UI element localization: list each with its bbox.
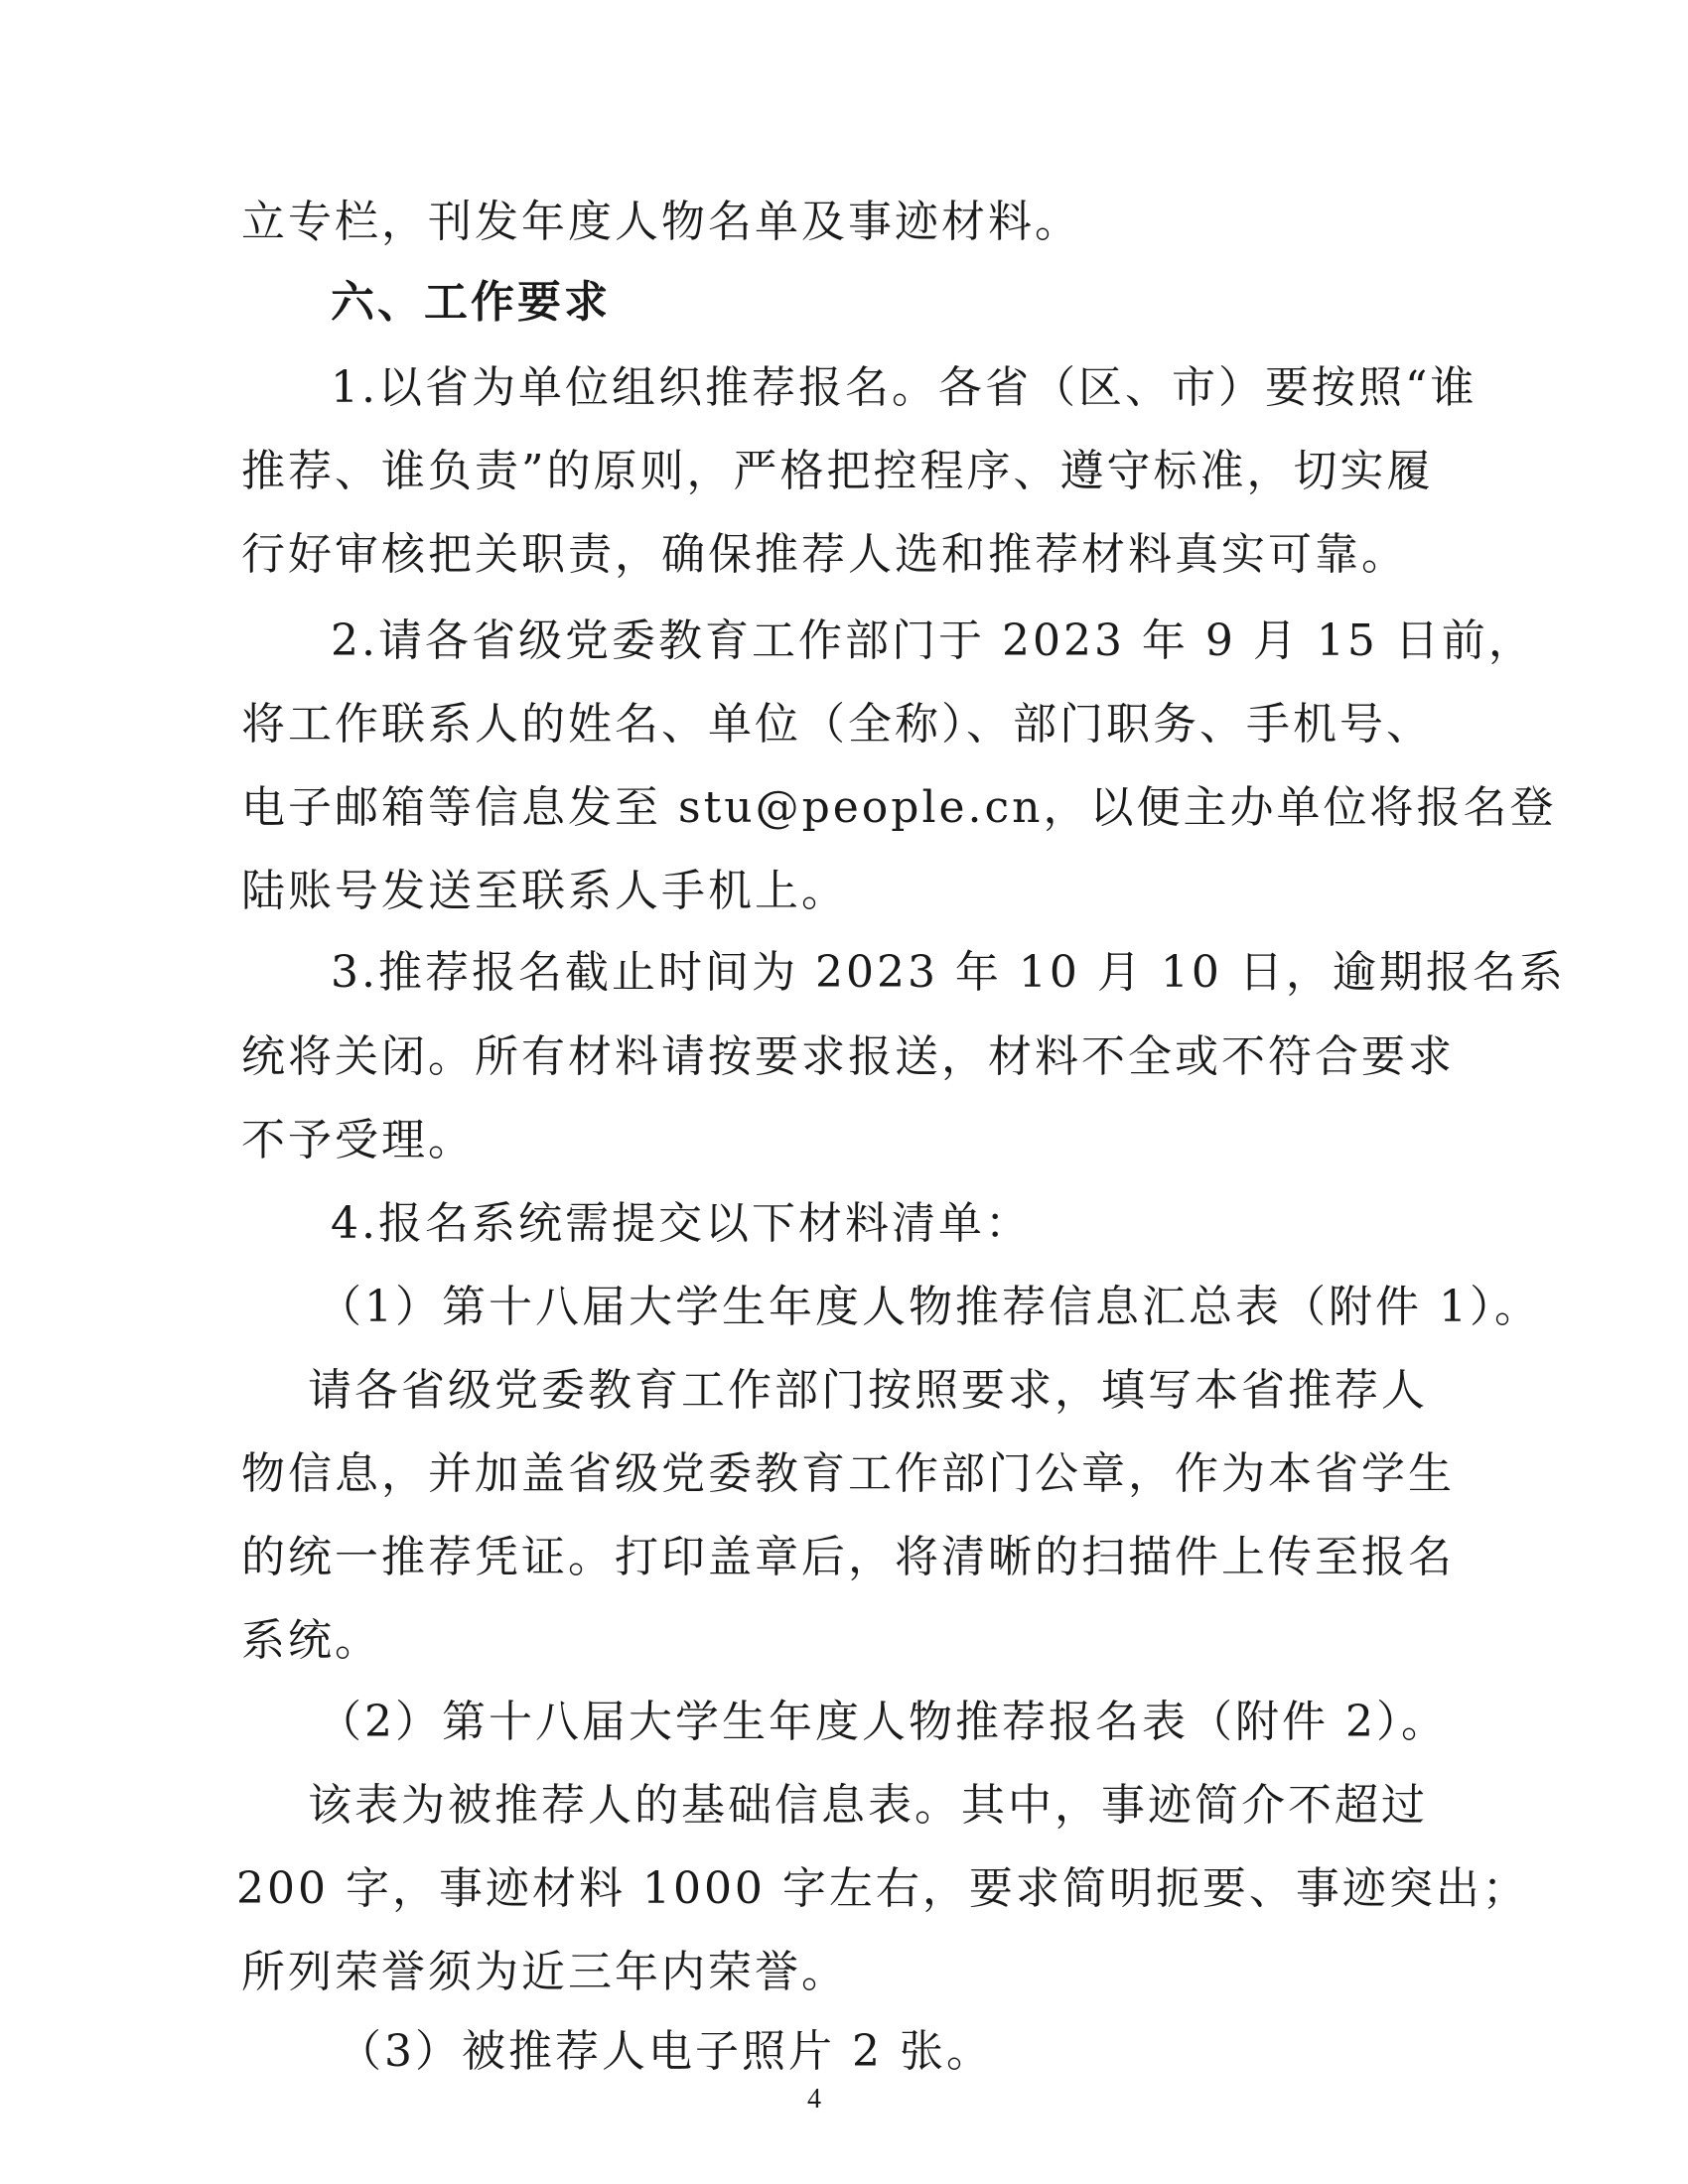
paragraph-line: （2）第十八届大学生年度人物推荐报名表（附件 2）。 <box>318 1697 1448 1747</box>
paragraph-line: 推荐、谁负责”的原则，严格把控程序、遵守标准，切实履 <box>241 446 1434 496</box>
paragraph-line: 4.报名系统需提交以下材料清单： <box>331 1198 1032 1249</box>
paragraph-line: 系统。 <box>241 1615 381 1666</box>
paragraph-line: 该表为被推荐人的基础信息表。其中，事迹简介不超过 <box>308 1780 1428 1831</box>
paragraph-line: 的统一推荐凭证。打印盖章后，将清晰的扫描件上传至报名 <box>241 1532 1455 1582</box>
paragraph-line: （1）第十八届大学生年度人物推荐信息汇总表（附件 1）。 <box>318 1282 1541 1332</box>
paragraph-line: 2.请各省级党委教育工作部门于 2023 年 9 月 15 日前， <box>331 615 1535 666</box>
paragraph-line: 统将关闭。所有材料请按要求报送，材料不全或不符合要求 <box>241 1031 1455 1082</box>
page-number: 4 <box>807 2084 821 2115</box>
paragraph-line: 陆账号发送至联系人手机上。 <box>241 866 848 916</box>
paragraph-line: 行好审核把关职责，确保推荐人选和推荐材料真实可靠。 <box>241 529 1408 580</box>
section-heading: 六、工作要求 <box>331 277 611 328</box>
paragraph-line: 1.以省为单位组织推荐报名。各省（区、市）要按照“谁 <box>331 362 1477 413</box>
paragraph-line: （3）被推荐人电子照片 2 张。 <box>338 2026 993 2077</box>
paragraph-line: 不予受理。 <box>241 1115 475 1165</box>
paragraph-line: 请各省级党委教育工作部门按照要求，填写本省推荐人 <box>308 1365 1428 1416</box>
paragraph-line: 电子邮箱等信息发至 stu@people.cn，以便主办单位将报名登 <box>241 782 1557 833</box>
paragraph-line: 物信息，并加盖省级党委教育工作部门公章，作为本省学生 <box>241 1448 1455 1499</box>
paragraph-line: 将工作联系人的姓名、单位（全称）、部门职务、手机号、 <box>241 699 1433 750</box>
paragraph-line: 立专栏，刊发年度人物名单及事迹材料。 <box>241 197 1081 247</box>
paragraph-line: 200 字，事迹材料 1000 字左右，要求简明扼要、事迹突出； <box>236 1863 1529 1914</box>
paragraph-line: 所列荣誉须为近三年内荣誉。 <box>241 1947 848 1997</box>
paragraph-line: 3.推荐报名截止时间为 2023 年 10 月 10 日，逾期报名系 <box>331 947 1566 998</box>
